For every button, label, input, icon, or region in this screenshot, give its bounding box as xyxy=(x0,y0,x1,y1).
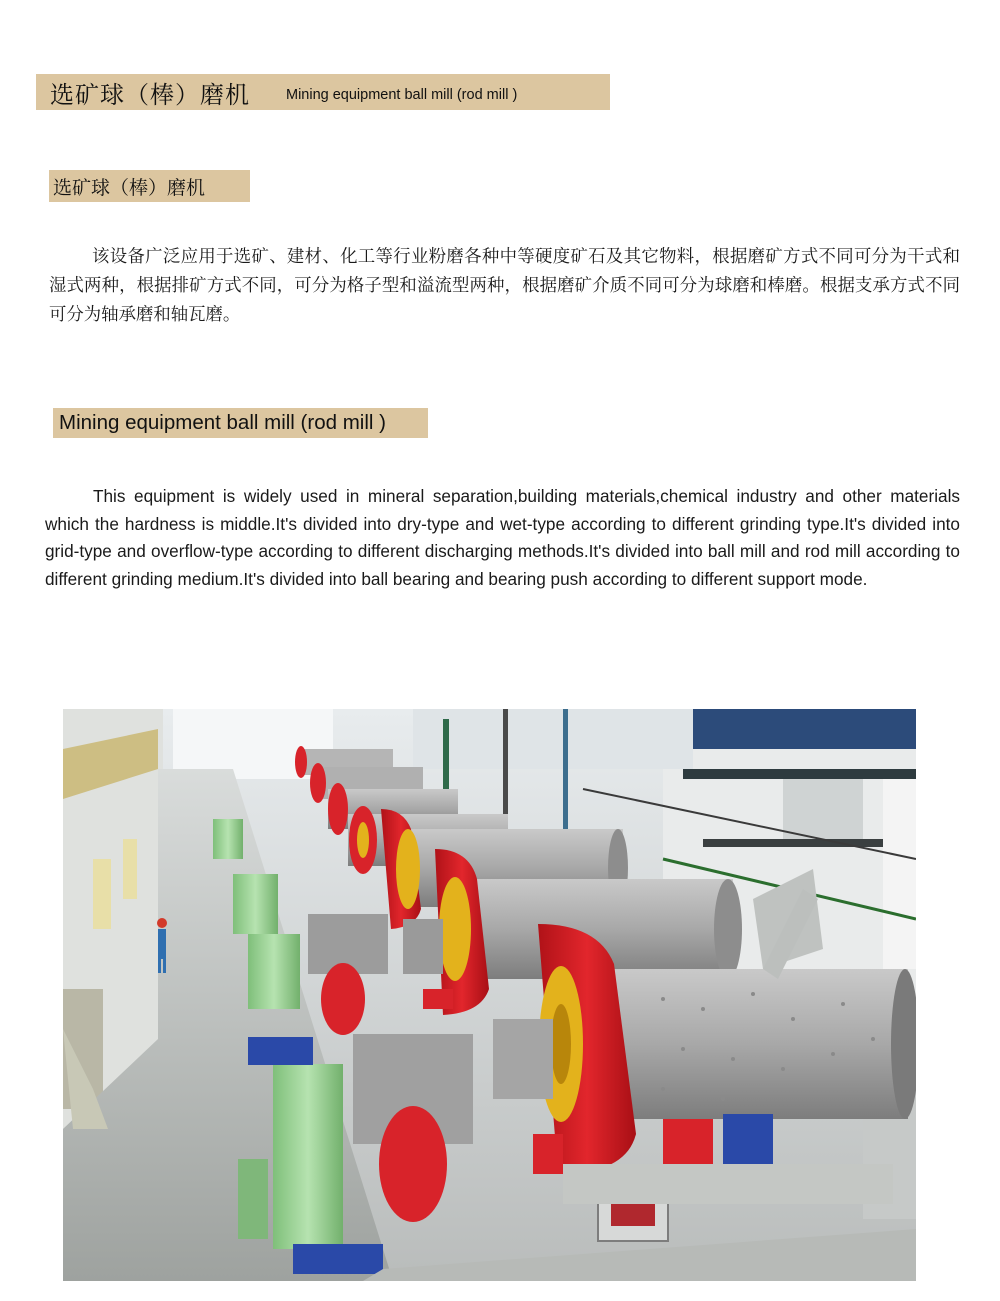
description-en: This equipment is widely used in mineral separation,building materials,chemical industry and other materials which the hardness is middle.It's divided into dry-type and wet-type according to different grinding type.It's divided into grid-type and overflow-type according to different discharging methods.It's divided into ball mill and rod mill according to different grinding medium.It's divided into ball bearing and bearing push according to different support mode. xyxy=(45,486,960,589)
page-title-zh: 选矿球（棒）磨机 xyxy=(50,80,250,109)
section-heading-zh: 选矿球（棒）磨机 xyxy=(49,170,250,202)
header-band xyxy=(36,74,610,110)
description-zh: 该设备广泛应用于选矿、建材、化工等行业粉磨各种中等硬度矿石及其它物料，根据磨矿方式不同可分为干式和湿式两种，根据排矿方式不同，可分为格子型和溢流型两种，根据磨矿介质不同可分为球磨和棒磨。根据支承方式不同可分为轴承磨和轴瓦磨。 xyxy=(49,247,960,325)
ball-mill-factory-photo xyxy=(63,709,916,1281)
page-title-en: Mining equipment ball mill (rod mill ) xyxy=(286,87,518,103)
section-heading-en: Mining equipment ball mill (rod mill ) xyxy=(53,408,428,438)
